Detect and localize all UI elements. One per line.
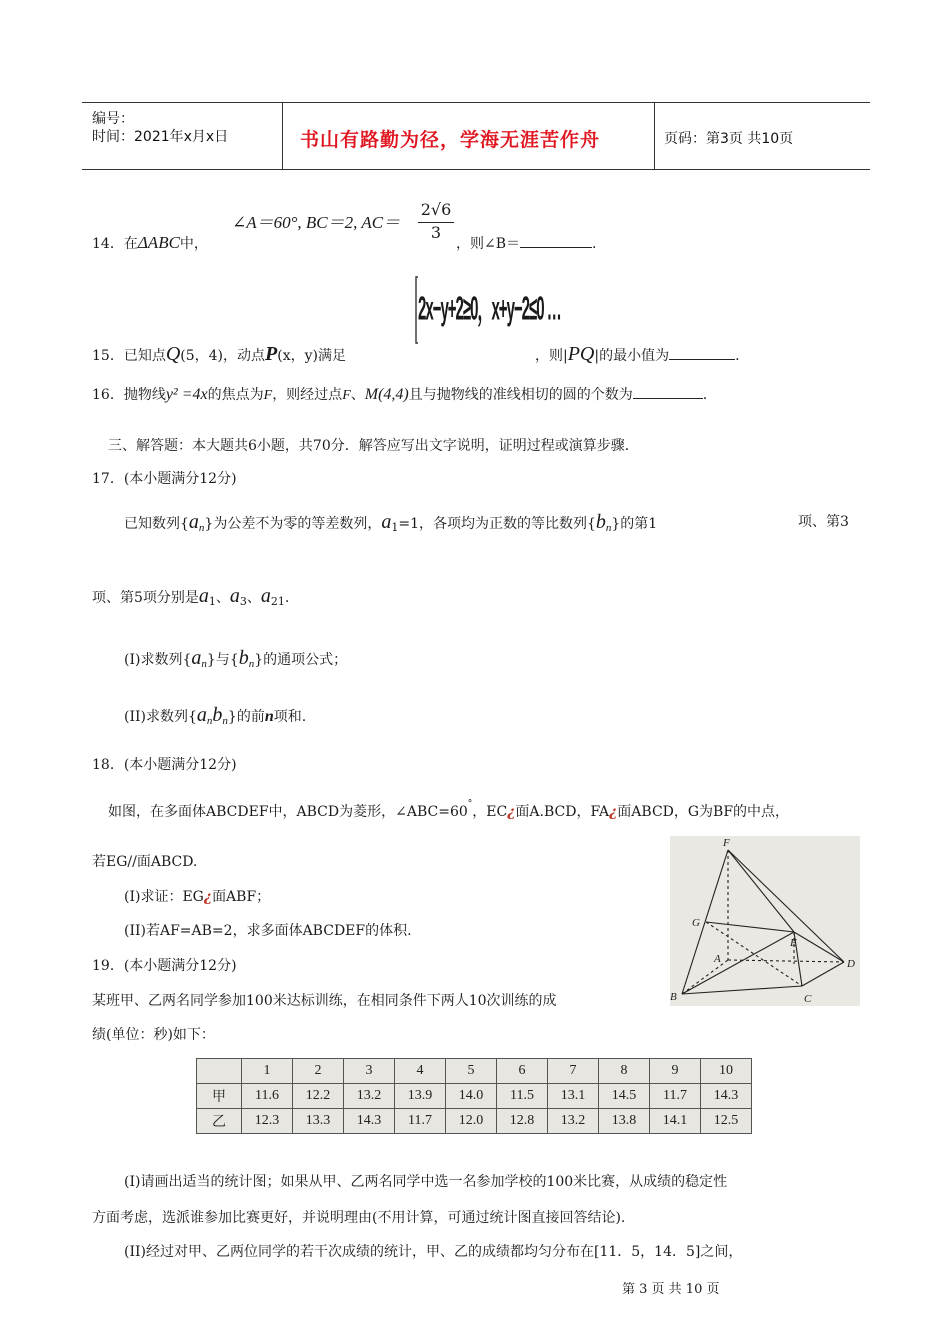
table-cell: 6: [497, 1059, 548, 1084]
polyhedron-figure: [670, 836, 860, 1006]
vertex-label-B: B: [670, 991, 677, 1003]
q17-line2: 项、第5项分别是$a_1$、$a_3$、$a_{21}$.: [92, 585, 290, 608]
q15-text: 15．已知点Q(5，4)，动点P(x，y)满足: [92, 343, 346, 365]
q18-title: 18．(本小题满分12分): [92, 757, 237, 773]
q19-part1-a: (I)请画出适当的统计图；如果从甲、乙两名同学中选一名参加学校的100米比赛，从成绩的稳定性: [124, 1174, 728, 1190]
q15-tail: ，则|PQ|的最小值为 .: [535, 343, 740, 365]
table-cell: 12.2: [293, 1084, 344, 1109]
table-cell: 14.1: [650, 1109, 701, 1134]
q14-prefix: 14．在ΔABC中，: [92, 233, 208, 252]
table-cell: 12.8: [497, 1109, 548, 1134]
score-table: [196, 1058, 752, 1134]
table-cell: 12.0: [446, 1109, 497, 1134]
q19-part2: (II)经过对甲、乙两位同学的若干次成绩的统计，甲、乙的成绩都均匀分布在[11．5，14．5]之间，: [124, 1244, 743, 1260]
score-table-wrapper: [196, 1058, 752, 1134]
q18-part1: (I)求证：EG¿面ABF；: [124, 889, 271, 905]
polyhedron-diagram: [670, 836, 860, 1006]
header-divider: [282, 102, 283, 169]
q14-tail: ，则∠B＝ .: [456, 233, 596, 254]
table-cell: 13.3: [293, 1109, 344, 1134]
q17-title: 17．(本小题满分12分): [92, 471, 237, 487]
header-bottom-rule: [82, 169, 870, 170]
table-cell: 5: [446, 1059, 497, 1084]
table-cell: 12.3: [242, 1109, 293, 1134]
q15-system-image: 2x−y+2≥0，x+y−2≤0 …: [414, 275, 532, 345]
table-cell: [197, 1059, 242, 1084]
section3-heading: 三、解答题：本大题共6小题，共70分．解答应写出文字说明，证明过程或演算步骤．: [108, 438, 639, 454]
vertex-label-F: F: [723, 837, 730, 849]
table-cell: 9: [650, 1059, 701, 1084]
table-cell: 10: [701, 1059, 752, 1084]
table-cell: 2: [293, 1059, 344, 1084]
q17-line1-end: 项、第3: [798, 514, 849, 530]
table-cell: 甲: [197, 1084, 242, 1109]
table-cell: 13.9: [395, 1084, 446, 1109]
header-number-label: 编号：: [92, 111, 134, 127]
header-page-label: 页码：第3页 共10页: [664, 131, 794, 147]
page-footer: 第 3 页 共 10 页: [622, 1282, 720, 1297]
table-cell: 13.2: [548, 1109, 599, 1134]
table-row: [197, 1084, 752, 1109]
q19-part1-b: 方面考虑，选派谁参加比赛更好，并说明理由(不用计算，可通过统计图直接回答结论).: [92, 1210, 626, 1226]
table-cell: 1: [242, 1059, 293, 1084]
q16-text: 16．抛物线y² =4x的焦点为F，则经过点F、M(4,4)且与抛物线的准线相切的圆的个数为 .: [92, 386, 708, 403]
table-cell: 乙: [197, 1109, 242, 1134]
table-row: [197, 1109, 752, 1134]
table-cell: 14.0: [446, 1084, 497, 1109]
vertex-label-E: E: [790, 937, 797, 949]
table-cell: 14.5: [599, 1084, 650, 1109]
vertex-label-D: D: [847, 958, 855, 970]
table-cell: 7: [548, 1059, 599, 1084]
header-motto: 书山有路勤为径，学海无涯苦作舟: [300, 129, 601, 151]
table-header-row: [197, 1059, 752, 1084]
vertex-label-G: G: [692, 917, 700, 929]
header-divider: [654, 102, 655, 169]
table-cell: 12.5: [701, 1109, 752, 1134]
table-cell: 11.5: [497, 1084, 548, 1109]
table-cell: 11.6: [242, 1084, 293, 1109]
q17-part1: (I)求数列$\{a_n\}$与$\{b_n\}$的通项公式；: [124, 647, 348, 670]
table-cell: 11.7: [650, 1084, 701, 1109]
q14-fraction: 2√6 3: [418, 200, 454, 243]
table-cell: 13.2: [344, 1084, 395, 1109]
q14-condition: ∠A＝60°, BC＝2, AC＝: [232, 213, 401, 232]
table-cell: 13.1: [548, 1084, 599, 1109]
table-cell: 14.3: [344, 1109, 395, 1134]
vertex-label-A: A: [714, 953, 721, 965]
q19-line1: 某班甲、乙两名同学参加100米达标训练，在相同条件下两人10次训练的成: [92, 993, 557, 1009]
q18-line2: 若EG//面ABCD.: [92, 854, 198, 870]
table-cell: 11.7: [395, 1109, 446, 1134]
header-time-label: 时间：2021年x月x日: [92, 129, 229, 145]
header-top-rule: [82, 102, 870, 103]
vertex-label-C: C: [804, 993, 812, 1005]
table-cell: 4: [395, 1059, 446, 1084]
q18-line1: 如图，在多面体ABCDEF中，ABCD为菱形，∠ABC=60°，EC¿面A.BCD，FA¿面ABCD，G为BF的中点，: [108, 799, 790, 820]
q19-title: 19．(本小题满分12分): [92, 958, 237, 974]
table-cell: 13.8: [599, 1109, 650, 1134]
q18-part2: (II)若AF=AB=2，求多面体ABCDEF的体积.: [124, 923, 412, 939]
table-cell: 8: [599, 1059, 650, 1084]
table-cell: 3: [344, 1059, 395, 1084]
q17-part2: (II)求数列$\{a_nb_n\}$的前n项和.: [124, 704, 307, 727]
table-cell: 14.3: [701, 1084, 752, 1109]
q19-line2: 绩(单位：秒)如下：: [92, 1027, 215, 1043]
q17-line1: 已知数列$\{a_n\}$为公差不为零的等差数列，$a_1=1$，各项均为正数的等比数列$\{b_n\}$的第1: [124, 511, 658, 534]
